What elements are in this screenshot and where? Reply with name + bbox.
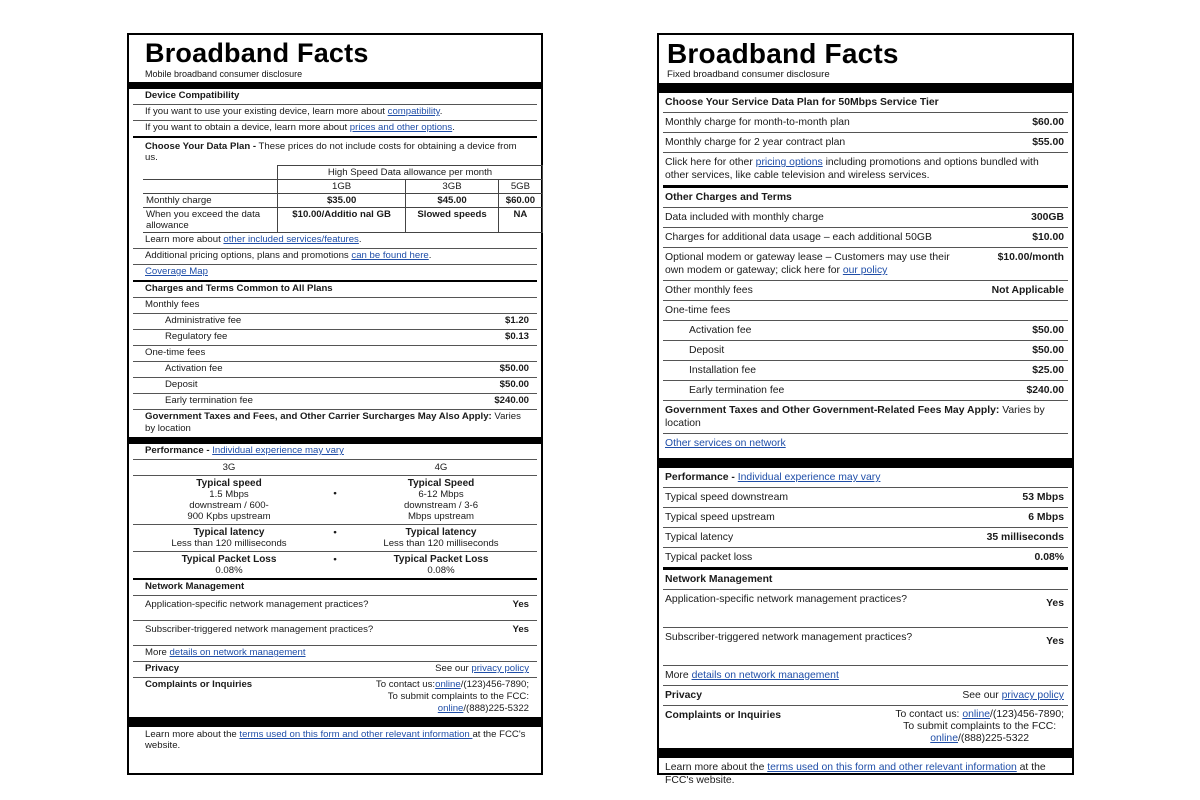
perf-latency-row: Typical latency Less than 120 milliseconds • Typical latency Less than 120 milliseconds: [133, 525, 537, 552]
pricing-options-link[interactable]: pricing options: [755, 157, 823, 168]
contact-online-link[interactable]: online: [435, 679, 461, 690]
network-details-row: More details on network management: [663, 666, 1068, 686]
app-mgmt-row: Application-specific network management practices? Yes: [133, 596, 537, 621]
privacy-policy-link[interactable]: privacy policy: [471, 663, 529, 674]
coverage-row: [133, 265, 537, 282]
service-plan-header: Choose Your Service Data Plan for 50Mbps Service Tier: [663, 93, 1068, 113]
activation-fee-row: Activation fee $50.00: [663, 321, 1068, 341]
data-plan-intro: Choose Your Data Plan - These prices do not include costs for obtaining a device from us.: [145, 141, 517, 163]
network-details-link[interactable]: details on network management: [169, 647, 306, 658]
footer-text: Learn more about the terms used on this form and other relevant information at the FCC's website.: [665, 762, 1046, 786]
other-charges-header: Other Charges and Terms: [663, 188, 1068, 208]
prices-options-link[interactable]: prices and other options: [349, 122, 453, 133]
contract-row: Monthly charge for 2 year contract plan $55.00: [663, 133, 1068, 153]
downstream-row: Typical speed downstream 53 Mbps: [663, 488, 1068, 508]
divider-bar: [129, 82, 541, 89]
other-monthly-row: Other monthly fees Not Applicable: [663, 281, 1068, 301]
deposit-row: Deposit $50.00: [663, 341, 1068, 361]
device-obtain-row: If you want to obtain a device, learn more about prices and other options.: [133, 121, 537, 138]
divider-bar: [659, 458, 1072, 468]
fixed-subtitle: Fixed broadband consumer disclosure: [667, 69, 830, 80]
network-details-link[interactable]: details on network management: [691, 670, 839, 681]
upstream-row: Typical speed upstream 6 Mbps: [663, 508, 1068, 528]
privacy-policy-link[interactable]: privacy policy: [1001, 690, 1064, 701]
other-services-row: [663, 434, 1068, 458]
installation-fee-row: Installation fee $25.00: [663, 361, 1068, 381]
learn-more-row: Learn more about other included services/features.: [133, 233, 537, 249]
experience-vary-link[interactable]: Individual experience may vary: [212, 445, 344, 456]
footer-text: Learn more about the terms used on this form and other relevant information at the FCC's website.: [145, 729, 526, 751]
additional-pricing-row: Additional pricing options, plans and promotions can be found here.: [133, 249, 537, 265]
fcc-terms-link[interactable]: terms used on this form and other relevant information: [239, 729, 473, 740]
fcc-online-link[interactable]: online: [437, 703, 464, 714]
divider-bar: [659, 748, 1072, 758]
mobile-subtitle: Mobile broadband consumer disclosure: [145, 69, 303, 79]
network-mgmt-header: Network Management: [133, 580, 537, 596]
mobile-title: Broadband Facts: [145, 38, 369, 68]
latency-row: Typical latency 35 milliseconds: [663, 528, 1068, 548]
found-here-link[interactable]: can be found here: [351, 250, 429, 261]
activation-fee-row: Activation fee $50.00: [133, 362, 537, 378]
one-time-fees-row: One-time fees: [133, 346, 537, 362]
mobile-broadband-label: [127, 33, 543, 775]
divider-bar: [129, 717, 541, 727]
charges-header: Charges and Terms Common to All Plans: [133, 282, 537, 298]
data-included-row: Data included with monthly charge 300GB: [663, 208, 1068, 228]
fixed-broadband-label: [657, 33, 1074, 786]
contact-online-link[interactable]: online: [962, 709, 991, 720]
packet-loss-row: Typical packet loss 0.08%: [663, 548, 1068, 570]
m2m-row: Monthly charge for month-to-month plan $60.00: [663, 113, 1068, 133]
compatibility-link[interactable]: compatibility: [387, 106, 440, 117]
complaints-row: Complaints or Inquiries To contact us:online/(123)456-7890; To submit complaints to the FCC: online/(888)225-5322: [145, 679, 529, 714]
sub-mgmt-row: Subscriber-triggered network management practices? Yes: [663, 628, 1068, 666]
fixed-title: Broadband Facts: [667, 38, 899, 69]
fcc-terms-link[interactable]: terms used on this form and other relevant information: [767, 762, 1017, 773]
experience-vary-link[interactable]: Individual experience may vary: [737, 472, 881, 483]
additional-data-row: Charges for additional data usage – each additional 50GB $10.00: [663, 228, 1068, 248]
app-mgmt-row: Application-specific network management practices? Yes: [663, 590, 1068, 628]
our-policy-link[interactable]: our policy: [842, 265, 888, 276]
pricing-options-row: Click here for other pricing options including promotions and options bundled with other services, like cable television and wireless services.: [663, 153, 1068, 188]
data-plan-table: High Speed Data allowance per month 1GB 3GB 5GB Monthly charge $35.00 $45.00 $60.00 When you exceed the data allowance $10.00/Additio nal GB Slowed speeds NA: [143, 165, 543, 233]
privacy-row: Privacy See our privacy policy: [133, 662, 537, 678]
admin-fee-row: Administrative fee $1.20: [133, 314, 537, 330]
gov-taxes-row: Government Taxes and Fees, and Other Carrier Surcharges May Also Apply: Varies by location: [145, 411, 521, 434]
privacy-row: Privacy See our privacy policy: [663, 686, 1068, 706]
monthly-fees-row: Monthly fees: [133, 298, 537, 314]
device-existing-row: If you want to use your existing device, learn more about compatibility.: [133, 105, 537, 121]
gov-fees-row: Government Taxes and Other Government-Related Fees May Apply: Varies by location: [663, 401, 1068, 434]
other-services-link[interactable]: Other services on network: [665, 438, 786, 449]
termination-fee-row: Early termination fee $240.00: [133, 394, 537, 410]
coverage-map-link[interactable]: Coverage Map: [145, 266, 208, 277]
included-services-link[interactable]: other included services/features: [223, 234, 359, 245]
modem-lease-row: Optional modem or gateway lease – Customers may use their own modem or gateway; click here for our policy $10.00/month: [663, 248, 1068, 281]
performance-header: Performance - Individual experience may vary: [663, 468, 1068, 488]
divider-bar: [659, 83, 1072, 93]
divider-bar: [129, 437, 541, 444]
device-compat-header: Device Compatibility: [133, 89, 537, 105]
fcc-online-link[interactable]: online: [930, 733, 958, 744]
perf-speed-row: Typical speed 1.5 Mbps downstream / 600-900 Kpbs upstream • Typical Speed 6-12 Mbps downstream / 3-6 Mbps upstream: [133, 476, 537, 525]
network-details-row: More details on network management: [133, 646, 537, 662]
perf-loss-row: Typical Packet Loss 0.08% • Typical Packet Loss 0.08%: [133, 552, 537, 580]
perf-columns-row: 3G 4G: [133, 460, 537, 476]
one-time-fees-row: One-time fees: [663, 301, 1068, 321]
performance-header: Performance - Individual experience may vary: [133, 444, 537, 460]
deposit-row: Deposit $50.00: [133, 378, 537, 394]
termination-fee-row: Early termination fee $240.00: [663, 381, 1068, 401]
complaints-row: Complaints or Inquiries To contact us: online/(123)456-7890; To submit complaints to the FCC: online/(888)225-5322: [665, 709, 1064, 744]
sub-mgmt-row: Subscriber-triggered network management practices? Yes: [133, 621, 537, 646]
regulatory-fee-row: Regulatory fee $0.13: [133, 330, 537, 346]
network-mgmt-header: Network Management: [663, 570, 1068, 590]
